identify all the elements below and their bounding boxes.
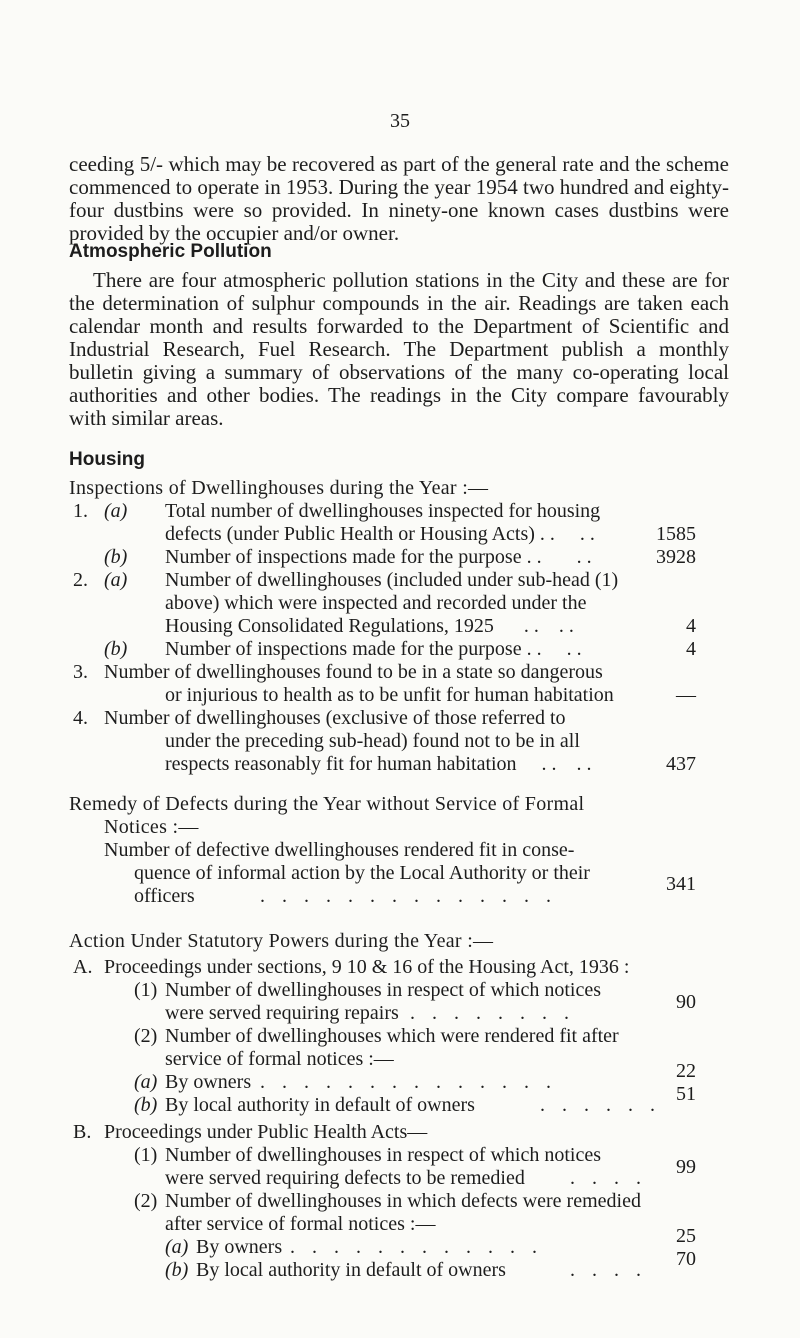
- sub-item-line: By local authority in default of owners: [165, 1094, 475, 1116]
- item-line: Number of inspections made for the purpose . . . .: [165, 546, 592, 568]
- item-value: 3928: [656, 546, 696, 568]
- sub-item-label: (1): [134, 979, 158, 1001]
- item-sub: (b): [104, 546, 128, 568]
- item-line: Number of inspections made for the purpose . . . .: [165, 638, 582, 660]
- atmospheric-pollution-heading: Atmospheric Pollution: [69, 241, 272, 262]
- sub-item-value: 70: [676, 1248, 696, 1270]
- sub-item-line: were served requiring repairs: [165, 1002, 399, 1024]
- item-line: Total number of dwellinghouses inspected for housing: [165, 500, 601, 522]
- section-letter: B.: [73, 1121, 92, 1143]
- item-value: —: [676, 684, 696, 706]
- sub-item-label: (a): [165, 1236, 189, 1258]
- item-sub: (a): [104, 500, 128, 522]
- sub-item-value: 90: [676, 991, 696, 1013]
- remedy-title: Remedy of Defects during the Year without Service of Formal: [69, 793, 585, 815]
- leader-dots: . . . . . .: [540, 1094, 661, 1116]
- sub-item-line: By local authority in default of owners: [196, 1259, 506, 1281]
- leader-dots: . . . . . . . . . . . . . .: [260, 885, 557, 907]
- sub-item-line: By owners: [196, 1236, 283, 1258]
- leader-dots: . . . . . . . . . . . . . .: [260, 1071, 557, 1093]
- page-number: 35: [390, 110, 410, 132]
- item-line: respects reasonably fit for human habitation . . . .: [165, 753, 592, 775]
- sub-item-value: 99: [676, 1156, 696, 1178]
- sub-item-label: (2): [134, 1190, 158, 1212]
- item-value: 437: [666, 753, 696, 775]
- sub-item-line: after service of formal notices :—: [165, 1213, 436, 1235]
- sub-item-label: (b): [165, 1259, 189, 1281]
- leader-dots: . . . . . . . .: [410, 1002, 575, 1024]
- atmospheric-pollution-paragraph: There are four atmospheric pollution stations in the City and these are for the determination of sulphur compounds in the air. Readings are taken each calendar month and results forwarded to the Department of Scientific and Industrial Research, Fuel Research. The Department publish a monthly bulletin giving a summary of observations of the many co-operating local authorities and other bodies. The readings in the City compare favourably with similar areas.: [69, 268, 729, 430]
- item-number: 1.: [73, 500, 88, 522]
- item-line: or injurious to health as to be unfit for human habitation: [165, 684, 614, 706]
- section-text: Proceedings under Public Health Acts—: [104, 1121, 428, 1143]
- item-line: Housing Consolidated Regulations, 1925 . . . .: [165, 615, 574, 637]
- sub-item-line: By owners: [165, 1071, 252, 1093]
- sub-item-value: 25: [676, 1225, 696, 1247]
- item-value: 1585: [656, 523, 696, 545]
- section-text: Proceedings under sections, 9 10 & 16 of the Housing Act, 1936 :: [104, 956, 630, 978]
- item-value: 4: [686, 615, 696, 637]
- sub-item-line: Number of dwellinghouses in respect of which notices: [165, 1144, 602, 1166]
- sub-item-line: Number of dwellinghouses in which defects were remedied: [165, 1190, 641, 1212]
- item-sub: (a): [104, 569, 128, 591]
- sub-item-line: Number of dwellinghouses in respect of which notices: [165, 979, 602, 1001]
- item-line: Number of dwellinghouses (included under sub-head (1): [165, 569, 619, 591]
- section-letter: A.: [73, 956, 93, 978]
- sub-item-label: (2): [134, 1025, 158, 1047]
- item-line: above) which were inspected and recorded under the: [165, 592, 587, 614]
- sub-item-value: 22: [676, 1060, 696, 1082]
- item-number: 3.: [73, 661, 88, 683]
- leader-dots: . . . .: [570, 1259, 647, 1281]
- inspections-title: Inspections of Dwellinghouses during the Year :—: [69, 477, 489, 499]
- item-value: 4: [686, 638, 696, 660]
- item-line: under the preceding sub-head) found not to be in all: [165, 730, 580, 752]
- sub-item-value: 51: [676, 1083, 696, 1105]
- remedy-line: quence of informal action by the Local Authority or their: [134, 862, 590, 884]
- intro-paragraph: ceeding 5/- which may be recovered as part of the general rate and the scheme commenced to operate in 1953. During the year 1954 two hundred and eighty-four dustbins were so provided. In ninety-one known cases dustbins were provided by the occupier and/or owner.: [69, 152, 729, 245]
- housing-heading: Housing: [69, 449, 145, 470]
- sub-item-label: (1): [134, 1144, 158, 1166]
- action-title: Action Under Statutory Powers during the Year :—: [69, 930, 494, 952]
- item-line: Number of dwellinghouses found to be in a state so dangerous: [104, 661, 603, 683]
- item-number: 2.: [73, 569, 88, 591]
- remedy-value: 341: [666, 873, 696, 895]
- remedy-line: officers: [134, 885, 195, 907]
- item-line: Number of dwellinghouses (exclusive of those referred to: [104, 707, 566, 729]
- item-sub: (b): [104, 638, 128, 660]
- sub-item-line: were served requiring defects to be remedied: [165, 1167, 525, 1189]
- remedy-line: Number of defective dwellinghouses rendered fit in conse-: [104, 839, 575, 861]
- leader-dots: . . . .: [570, 1167, 647, 1189]
- item-number: 4.: [73, 707, 88, 729]
- item-line: defects (under Public Health or Housing Acts) . . . .: [165, 523, 595, 545]
- sub-item-line: service of formal notices :—: [165, 1048, 394, 1070]
- remedy-title-cont: Notices :—: [104, 816, 199, 838]
- sub-item-label: (a): [134, 1071, 158, 1093]
- sub-item-line: Number of dwellinghouses which were rendered fit after: [165, 1025, 619, 1047]
- leader-dots: . . . . . . . . . . . .: [290, 1236, 543, 1258]
- sub-item-label: (b): [134, 1094, 158, 1116]
